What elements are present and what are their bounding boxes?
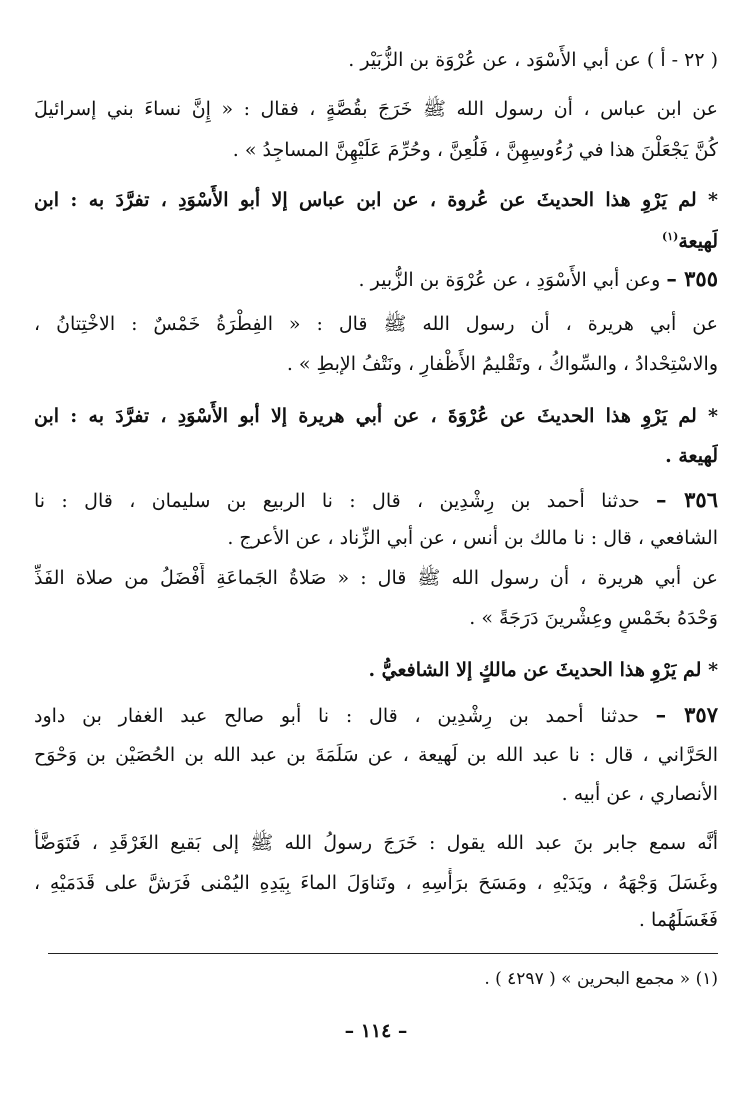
- text-line: وَحْدَهُ بخَمْسٍ وعِشْرينَ دَرَجَةً » .: [469, 607, 718, 629]
- commentary-line: * لم يَرْوِ هذا الحديثَ عن عُرْوَةَ ، عن أبي هريرة إلا أبو الأَسْوَدِ ، تفرَّدَ به : ابن: [34, 405, 718, 427]
- hadith-header: [34, 700, 718, 731]
- hadith-number: ٣٥٦ –: [656, 487, 718, 512]
- footnote: (١) « مجمع البحرين » ( ٤٢٩٧ ) .: [484, 969, 718, 989]
- text-line: عن ابن عباس ، أن رسول الله ﷺ خَرَجَ بقُصَّةٍ ، فقال : « إِنَّ نساءَ بني إسرائيلَ: [34, 98, 718, 120]
- text-line: عن أبي هريرة ، أن رسول الله ﷺ قال : « صَلاةُ الجَماعَةِ أَفْضَلُ من صلاة الفَذِّ: [34, 567, 718, 589]
- commentary-line: [34, 222, 718, 256]
- hadith-header: [34, 264, 718, 295]
- text-line: عن أبي هريرة ، أن رسول الله ﷺ قال : « الفِطْرَةُ خَمْسٌ : الاخْتِتانُ ،: [34, 313, 718, 335]
- page-number: – ١١٤ –: [344, 1020, 408, 1042]
- text-line: فَغَسَلَهُما .: [638, 909, 718, 931]
- footnote-divider: [48, 953, 718, 954]
- hadith-chain: حدثنا أحمد بن رِشْدِين ، قال : نا أبو صالح عبد الغفار بن داود: [34, 705, 639, 727]
- text-line: كُنَّ يَجْعَلْنَ هذا في رُءُوسِهِنَّ ، فَلُعِنَّ ، وحُرِّمَ عَلَيْهِنَّ المساجِدُ » .: [232, 139, 718, 161]
- hadith-chain: حدثنا أحمد بن رِشْدِين ، قال : نا الربيع بن سليمان ، قال : نا: [34, 490, 640, 512]
- hadith-number: ٣٥٧ –: [655, 702, 718, 727]
- hadith-chain: وعن أبي الأَسْوَدِ ، عن عُرْوَة بن الزُّبير .: [358, 269, 661, 291]
- text-line: الأنصاري ، عن أبيه .: [561, 783, 718, 805]
- commentary-line: * لم يَرْوِ هذا الحديثَ عن عُروة ، عن ابن عباس إلا أبو الأَسْوَدِ ، تفرَّدَ به : ابن: [34, 189, 718, 211]
- text-line: الحَرَّاني ، قال : نا عبد الله بن لَهيعة ، عن سَلَمَةَ بن عبد الله بن الحُصَيْن بن وَحْوَح: [34, 744, 718, 766]
- text-line: ( ٢٢ - أ ) عن أبي الأَسْوَد ، عن عُرْوَة بن الزُّبَيْر .: [348, 49, 718, 71]
- text-line: الشافعي ، قال : نا مالك بن أنس ، عن أبي الزِّناد ، عن الأعرج .: [227, 527, 718, 549]
- text-line: والاسْتِحْدادُ ، والسِّواكُ ، وتَقْليمُ الأَظْفارِ ، ونَتْفُ الإبطِ » .: [286, 353, 718, 375]
- text-line: أنَّه سمع جابر بنَ عبد الله يقول : خَرَجَ رسولُ الله ﷺ إلى بَقيع الغَرْقَدِ ، فَتَوَضَّأَ: [34, 832, 718, 854]
- hadith-header: [34, 485, 718, 516]
- hadith-number: ٣٥٥ –: [666, 266, 718, 291]
- footnote-marker: (١): [662, 230, 679, 243]
- commentary-line: * لم يَرْوِ هذا الحديثَ عن مالكٍ إلا الشافعيُّ .: [368, 659, 718, 681]
- commentary-text: لَهيعة: [678, 230, 718, 253]
- text-line: وغَسَلَ وَجْهَهُ ، ويَدَيْهِ ، ومَسَحَ برَأْسِهِ ، وتَناوَلَ الماءَ بِيَدِهِ اليُمْنى فَرَشَّ على قَدَمَيْهِ ،: [34, 872, 718, 894]
- commentary-line: لَهيعة .: [665, 445, 718, 467]
